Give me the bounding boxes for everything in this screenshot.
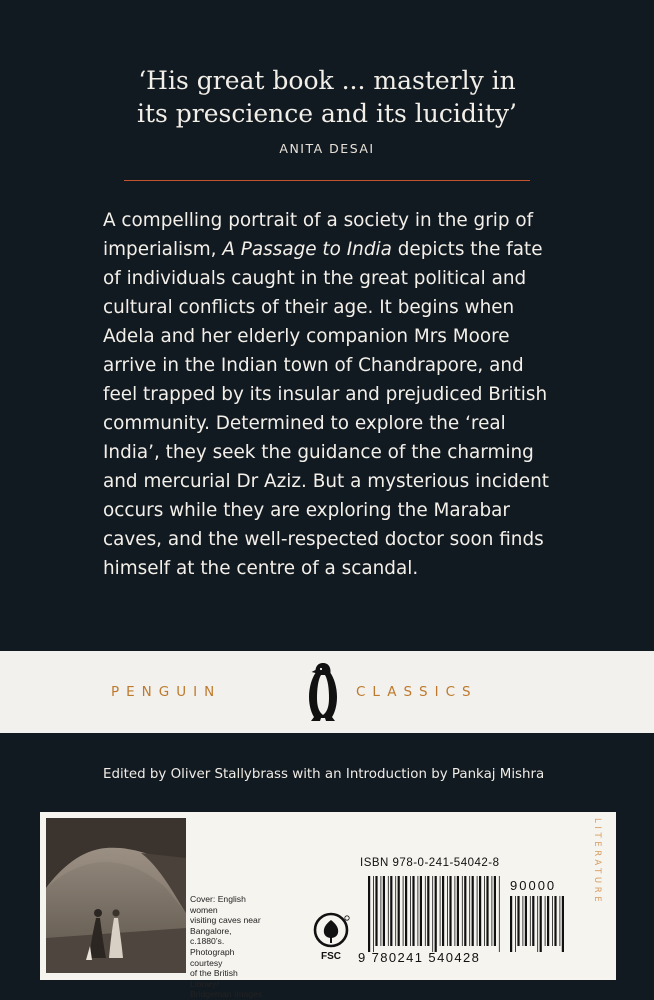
barcode-bar: [494, 876, 496, 946]
barcode-bar: [420, 876, 422, 946]
fsc-logo-icon: [310, 912, 352, 964]
quote-line-1: ‘His great book ... masterly in: [138, 66, 516, 95]
barcode-bar: [373, 876, 374, 952]
barcode-bar: [562, 896, 564, 952]
caption-line: Bridgeman Images: [190, 989, 263, 1000]
barcode-bar: [405, 876, 407, 946]
barcode-bar: [552, 896, 553, 946]
synopsis-line: and mercurial Dr Aziz. But a mysterious incident: [103, 471, 549, 492]
barcode-bar: [532, 896, 534, 946]
barcode-bar: [484, 876, 485, 946]
synopsis-text: depicts the fate: [391, 239, 543, 260]
synopsis-line: [103, 235, 573, 264]
caption-line: Bangalore, c.1880’s.: [190, 925, 232, 947]
price-addon-barcode: [510, 896, 566, 952]
barcode-bar: [432, 876, 433, 952]
synopsis-line: A compelling portrait of a society in the grip of: [103, 210, 534, 231]
barcode-bar: [545, 896, 546, 946]
quote-attribution: ANITA DESAI: [279, 141, 375, 156]
category-text: LITERATURE: [592, 818, 602, 906]
penguin-logo-icon: [305, 661, 341, 723]
barcode-bar: [435, 876, 437, 952]
barcode-bar: [449, 876, 451, 946]
barcode-bar: [368, 876, 370, 952]
barcode-bar: [499, 876, 500, 952]
barcode-bar: [447, 876, 448, 946]
barcode-bar: [375, 876, 377, 946]
isbn-barcode: [368, 876, 502, 952]
synopsis-line: of individuals caught in the great political and: [103, 268, 527, 289]
fsc-label: FSC: [321, 951, 341, 962]
caption-line: Cover: English women: [190, 894, 246, 915]
barcode-bar: [515, 896, 516, 952]
divider-rule: [124, 180, 530, 181]
barcode-bar: [410, 876, 411, 946]
barcode-bar: [517, 896, 519, 946]
barcode-bar: [440, 876, 441, 946]
synopsis-line: India’, they seek the guidance of the charming: [103, 442, 534, 463]
barcode-bar: [457, 876, 459, 946]
barcode-bar: [381, 876, 382, 946]
synopsis-line: cultural conflicts of their age. It begins when: [103, 297, 515, 318]
barcode-bar: [547, 896, 549, 946]
barcode-digits: 9 780241 540428: [358, 950, 481, 965]
book-title-italic: A Passage to India: [222, 239, 392, 260]
barcode-bar: [469, 876, 470, 946]
synopsis-line: caves, and the well-respected doctor soon finds: [103, 529, 544, 550]
price-addon-digits: 90000: [510, 878, 557, 893]
barcode-bar: [472, 876, 474, 946]
barcode-bar: [523, 896, 524, 946]
photo-caption: [190, 894, 268, 1000]
barcode-bar: [395, 876, 396, 946]
synopsis-line: arrive in the Indian town of Chandrapore, and: [103, 355, 524, 376]
barcode-bar: [530, 896, 531, 946]
caption-line: visiting caves near: [190, 915, 261, 926]
synopsis-line: himself at the centre of a scandal.: [103, 558, 419, 579]
quote-line-2: its prescience and its lucidity’: [136, 99, 518, 128]
barcode-bar: [425, 876, 426, 946]
synopsis-text: imperialism,: [103, 239, 223, 260]
barcode-bar: [464, 876, 466, 946]
barcode-bar: [554, 896, 556, 946]
caption-line: of the British Library/: [190, 968, 238, 989]
barcode-bar: [390, 876, 392, 946]
barcode-bar: [442, 876, 444, 946]
imprint-penguin: PENGUIN: [111, 684, 222, 700]
cover-photo-thumbnail: [46, 818, 186, 973]
synopsis: [103, 206, 573, 583]
barcode-bar: [455, 876, 456, 946]
barcode-bar: [560, 896, 561, 946]
category-label: [592, 818, 606, 978]
barcode-bar: [492, 876, 493, 946]
barcode-bar: [510, 896, 512, 952]
synopsis-line: feel trapped by its insular and prejudiced British: [103, 384, 548, 405]
synopsis-line: occurs while they are exploring the Marabar: [103, 500, 510, 521]
barcode-bar: [418, 876, 419, 946]
edition-credits: Edited by Oliver Stallybrass with an Introduction by Pankaj Mishra: [103, 767, 545, 782]
barcode-bar: [462, 876, 463, 946]
back-info-panel: [40, 812, 616, 1000]
barcode-bar: [486, 876, 488, 946]
barcode-bar: [540, 896, 542, 952]
review-quote: [0, 64, 654, 130]
barcode-bar: [412, 876, 414, 946]
barcode-bar: [479, 876, 481, 946]
barcode-bar: [537, 896, 538, 952]
barcode-bar: [388, 876, 389, 946]
imprint-classics: CLASSICS: [356, 684, 478, 700]
barcode-bar: [398, 876, 400, 946]
barcode-bar: [383, 876, 385, 946]
imprint-band: [0, 651, 654, 733]
barcode-bar: [427, 876, 429, 946]
barcode-bar: [525, 896, 527, 946]
barcode-bar: [403, 876, 404, 946]
synopsis-line: Adela and her elderly companion Mrs Moore: [103, 326, 510, 347]
synopsis-line: community. Determined to explore the ‘real: [103, 413, 506, 434]
barcode-bar: [477, 876, 478, 946]
isbn-label: ISBN 978-0-241-54042-8: [360, 857, 500, 869]
caption-line: Photograph courtesy: [190, 946, 235, 968]
